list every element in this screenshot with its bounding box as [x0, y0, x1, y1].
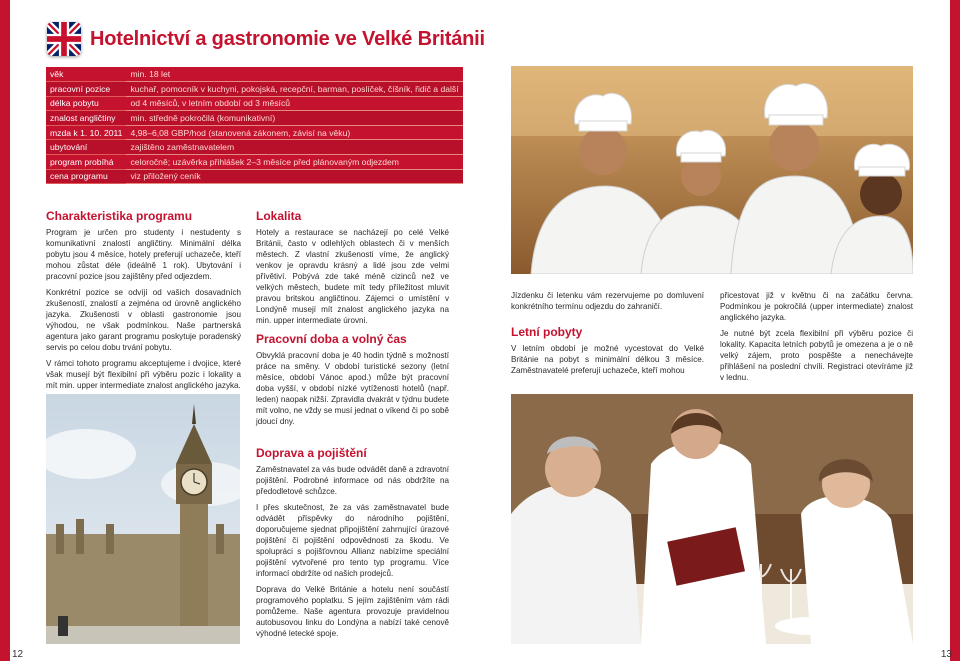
uk-flag-icon	[47, 22, 81, 56]
info-table-row	[46, 67, 463, 82]
charakteristika-paragraph: V rámci tohoto programu akceptujeme i dvojice, které však musejí být flexibilní při výběru pozic i lokality a mít min. upper intermediate znalost anglického jazyka.	[46, 359, 241, 390]
doprava-section	[256, 446, 449, 644]
info-table-value: zajištěno zaměstnavatelem	[126, 140, 462, 155]
info-table-value: kuchař, pomocník v kuchyni, pokojská, recepční, barman, poslíček, číšník, řidič a další	[126, 82, 462, 97]
info-table-value: od 4 měsíců, v letním období od 3 měsíců	[126, 96, 462, 111]
letni-pokracovani-paragraph: přicestovat již v květnu či na začátku června. Podmínkou je pokročilá (upper intermediate) znalost anglického jazyka.	[720, 291, 913, 322]
info-table-label: znalost angličtiny	[46, 111, 126, 126]
letni-pobyty-paragraph: V letním období je možné vycestovat do Velké Británie na pobyt s minimální délkou 3 měsíce. Zaměstnavatelé preferují uchazeče, kteří mohou	[511, 344, 704, 375]
doprava-heading: Doprava a pojištění	[256, 446, 367, 460]
info-table-value: min. 18 let	[126, 67, 462, 82]
lokalita-heading: Lokalita	[256, 209, 302, 223]
left-page-edge	[0, 0, 10, 661]
charakteristika-paragraph: Program je určen pro studenty i nestudenty s komunikativní znalostí angličtiny. Minimální délka pobytu jsou 4 měsíce, hotely preferují uchazeče, kteří mohou zůstat déle (ideálně 1 rok). Ubytování i pracovní pozice jsou zajištěny před odjezdem.	[46, 228, 241, 281]
info-table-label: program probíhá	[46, 155, 126, 170]
info-table-label: mzda k 1. 10. 2011	[46, 125, 126, 140]
letni-pobyty-heading: Letní pobyty	[511, 325, 583, 339]
pracovni-doba-heading: Pracovní doba a volný čas	[256, 332, 407, 346]
info-table-row	[46, 155, 463, 170]
doprava-paragraph: I přes skutečnost, že za vás zaměstnavatel bude odvádět příspěvky do národního pojištění, doporučujeme sjednat připojištění zahrnující úrazové pojištění či pojištění odpovědnosti za škodu. Ve spolupráci s pojišťovnou Allianz nabízíme speciální pojištění vytvořené pro tento typ programu. Více informací obdržíte od našich prodejců.	[256, 503, 449, 578]
letenky-paragraph: Jízdenku či letenku vám rezervujeme po domluvení konkrétního termínu odjezdu do zahraničí.	[511, 291, 704, 311]
big-ben-photo	[46, 394, 240, 644]
info-table-value: min. středně pokročilá (komunikativní)	[126, 111, 462, 126]
letni-pokracovani-paragraph: Je nutné být zcela flexibilní při výběru pozice či lokality. Kapacita letních pobytů je omezena a je o ně velký zájem, proto pospěšte a nenechávejte přihlášení na poslední chvíli. Registraci otevíráme již v lednu.	[720, 329, 913, 382]
page-title: Hotelnictví a gastronomie ve Velké Británii	[90, 28, 485, 50]
lokalita-section	[256, 209, 449, 432]
right-page-edge	[950, 0, 960, 661]
letni-pobyty-section	[511, 290, 704, 381]
info-table-row	[46, 140, 463, 155]
info-table-value: 4,98–6,08 GBP/hod (stanovená zákonem, závisí na věku)	[126, 125, 462, 140]
doprava-paragraph: Zaměstnavatel za vás bude odvádět daně a zdravotní pojištění. Podrobné informace od nás obdržíte na předodletové schůzce.	[256, 465, 449, 496]
page-number-left: 12	[12, 649, 24, 660]
info-table-row	[46, 96, 463, 111]
info-table-label: pracovní pozice	[46, 82, 126, 97]
info-table-value: celoročně; uzávěrka přihlášek 2–3 měsíce před plánovaným odjezdem	[126, 155, 462, 170]
charakteristika-paragraph: Konkrétní pozice se odvíjí od vašich dosavadních zkušeností, znalostí a zejména od úrovně anglického jazyka. Zkušenosti v oblasti gastronomie jsou výhodou, ne však podmínkou. Naše partnerská agentura jako garant programu poskytuje poradenský servis po celou dobu trvání pobytu.	[46, 288, 241, 352]
info-table-label: cena programu	[46, 169, 126, 184]
charakteristika-section	[46, 209, 241, 396]
lokalita-paragraph: Hotely a restaurace se nacházejí po celé Velké Británii, často v odlehlých oblastech či v menších městech. Z vlastní zkušenosti víme, že anglický venkov je opravdu krásný a lidé jsou zde velmi přívětiví. Pobývá zde také méně cizinců než ve velkých městech, budete mít tedy příležitost mluvit pravou britskou angličtinou. Zájemci o umístění v Londýně musejí mít znalost anglického jazyka na min. upper intermediate úrovni.	[256, 228, 449, 325]
chefs-photo	[511, 66, 913, 274]
info-table-row	[46, 111, 463, 126]
pracovni-doba-paragraph: Obvyklá pracovní doba je 40 hodin týdně s možností práce na směny. V období turistické sezony (letní měsíce, období Vánoc apod.) může být pracovní doba vyšší, v období nízké vytíženosti hotelů (např. leden) naopak nižší. Zpravidla dvakrát v týdnu budete mít volno, ne vždy se musí jednat o víkend či po sobě jdoucí dny.	[256, 351, 449, 426]
info-table-row	[46, 169, 463, 184]
program-info-table	[46, 67, 463, 184]
charakteristika-heading: Charakteristika programu	[46, 209, 193, 223]
info-table-row	[46, 82, 463, 97]
info-table-label: věk	[46, 67, 126, 82]
info-table-label: ubytování	[46, 140, 126, 155]
doprava-paragraph: Doprava do Velké Británie a hotelu není součástí programového poplatku. S jejím zajištěním vám rádi pomůžeme. Naše agentura provozuje pravidelnou autobusovou linku do Londýna a nabízí také cenově výhodné letecké spoje.	[256, 585, 449, 638]
info-table-value: viz přiložený ceník	[126, 169, 462, 184]
page-number-right: 13	[940, 649, 952, 660]
info-table-row	[46, 125, 463, 140]
restaurant-photo	[511, 394, 913, 644]
info-table-label: délka pobytu	[46, 96, 126, 111]
letni-pokracovani-section	[720, 290, 913, 388]
